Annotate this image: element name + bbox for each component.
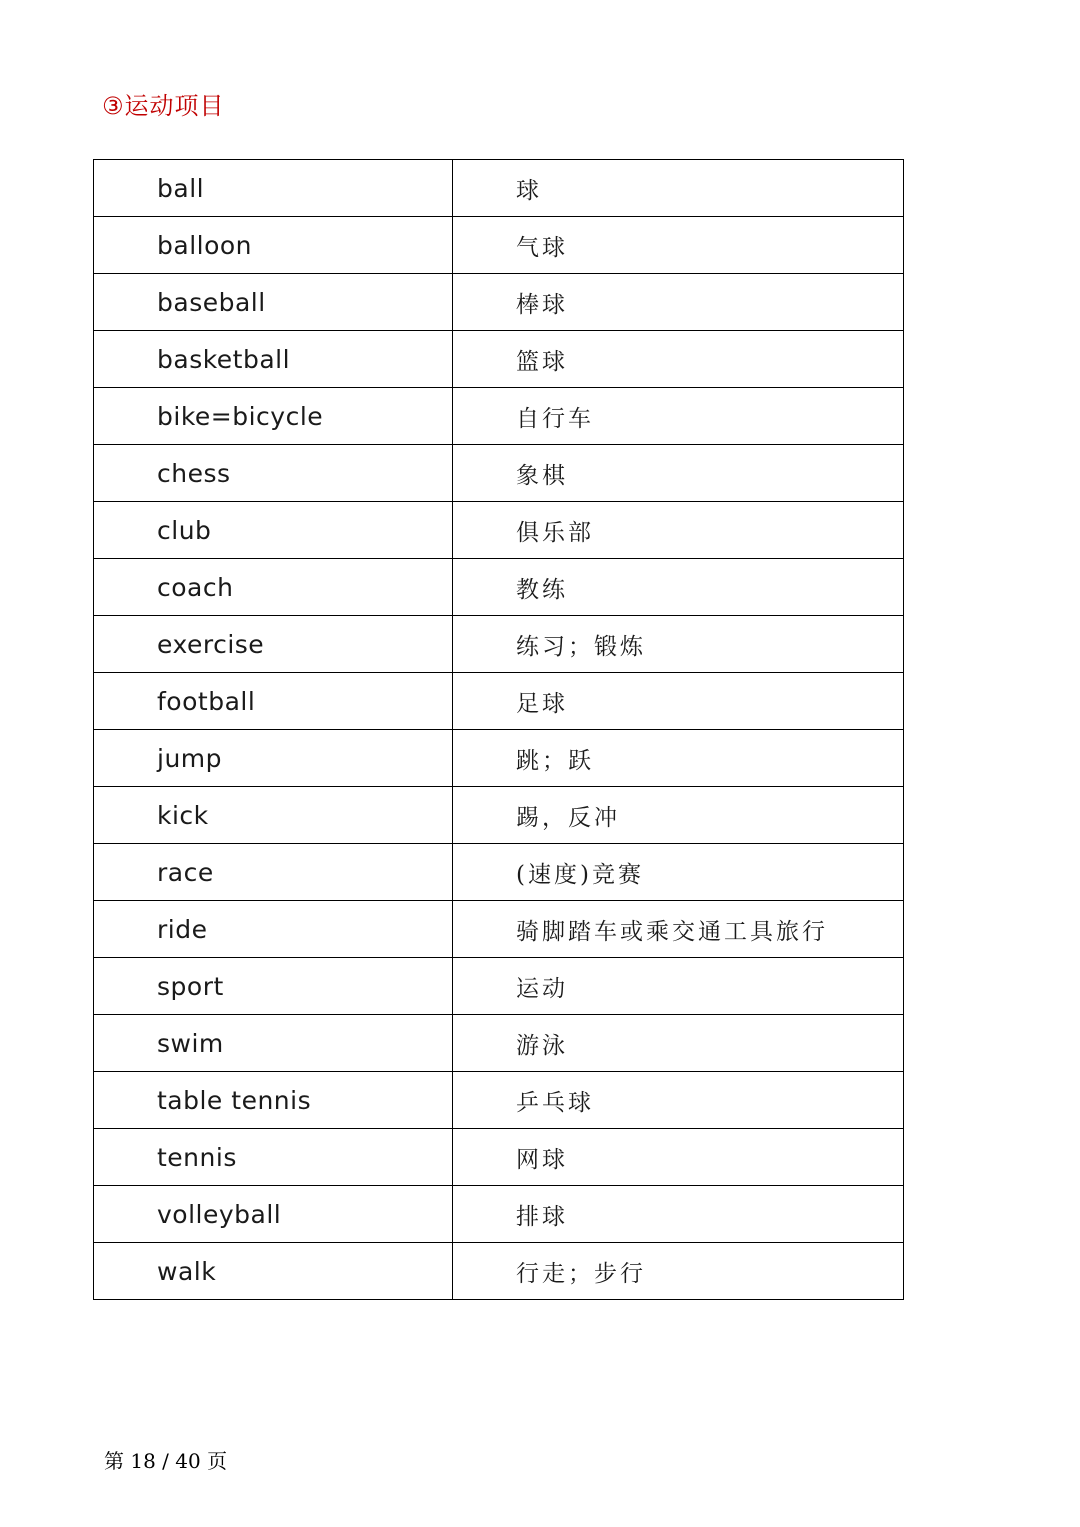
chinese-meaning-cell: 象棋 [453, 445, 904, 502]
chinese-meaning-cell: 气球 [453, 217, 904, 274]
english-word-cell: bike=bicycle [94, 388, 453, 445]
chinese-meaning-cell: (速度)竞赛 [453, 844, 904, 901]
english-word-cell: tennis [94, 1129, 453, 1186]
chinese-meaning-cell: 跳；跃 [453, 730, 904, 787]
table-row [94, 1072, 904, 1129]
english-word-cell: kick [94, 787, 453, 844]
chinese-meaning-cell: 篮球 [453, 331, 904, 388]
english-word-cell: football [94, 673, 453, 730]
table-row [94, 787, 904, 844]
table-row [94, 673, 904, 730]
table-row [94, 1186, 904, 1243]
chinese-meaning-cell: 运动 [453, 958, 904, 1015]
table-row [94, 901, 904, 958]
chinese-meaning-cell: 练习；锻炼 [453, 616, 904, 673]
table-row [94, 844, 904, 901]
table-row [94, 616, 904, 673]
chinese-meaning-cell: 足球 [453, 673, 904, 730]
table-row [94, 502, 904, 559]
table-row [94, 160, 904, 217]
chinese-meaning-cell: 俱乐部 [453, 502, 904, 559]
table-row [94, 445, 904, 502]
table-row [94, 331, 904, 388]
english-word-cell: coach [94, 559, 453, 616]
section-title: ③运动项目 [102, 92, 225, 120]
chinese-meaning-cell: 游泳 [453, 1015, 904, 1072]
english-word-cell: volleyball [94, 1186, 453, 1243]
english-word-cell: baseball [94, 274, 453, 331]
english-word-cell: swim [94, 1015, 453, 1072]
english-word-cell: ball [94, 160, 453, 217]
english-word-cell: balloon [94, 217, 453, 274]
chinese-meaning-cell: 棒球 [453, 274, 904, 331]
english-word-cell: ride [94, 901, 453, 958]
english-word-cell: basketball [94, 331, 453, 388]
chinese-meaning-cell: 乒乓球 [453, 1072, 904, 1129]
table-row [94, 730, 904, 787]
table-row [94, 1129, 904, 1186]
english-word-cell: walk [94, 1243, 453, 1300]
page-number: 第 18 / 40 页 [104, 1449, 228, 1473]
chinese-meaning-cell: 球 [453, 160, 904, 217]
english-word-cell: exercise [94, 616, 453, 673]
english-word-cell: jump [94, 730, 453, 787]
chinese-meaning-cell: 网球 [453, 1129, 904, 1186]
table-row [94, 1015, 904, 1072]
chinese-meaning-cell: 排球 [453, 1186, 904, 1243]
chinese-meaning-cell: 教练 [453, 559, 904, 616]
english-word-cell: sport [94, 958, 453, 1015]
english-word-cell: table tennis [94, 1072, 453, 1129]
chinese-meaning-cell: 行走；步行 [453, 1243, 904, 1300]
table-row [94, 388, 904, 445]
table-row [94, 1243, 904, 1300]
table-row [94, 217, 904, 274]
table-row [94, 559, 904, 616]
table-row [94, 274, 904, 331]
chinese-meaning-cell: 踢，反冲 [453, 787, 904, 844]
english-word-cell: chess [94, 445, 453, 502]
vocabulary-table-body [94, 160, 904, 1300]
vocabulary-table [93, 159, 904, 1300]
table-row [94, 958, 904, 1015]
chinese-meaning-cell: 自行车 [453, 388, 904, 445]
chinese-meaning-cell: 骑脚踏车或乘交通工具旅行 [453, 901, 904, 958]
english-word-cell: race [94, 844, 453, 901]
english-word-cell: club [94, 502, 453, 559]
